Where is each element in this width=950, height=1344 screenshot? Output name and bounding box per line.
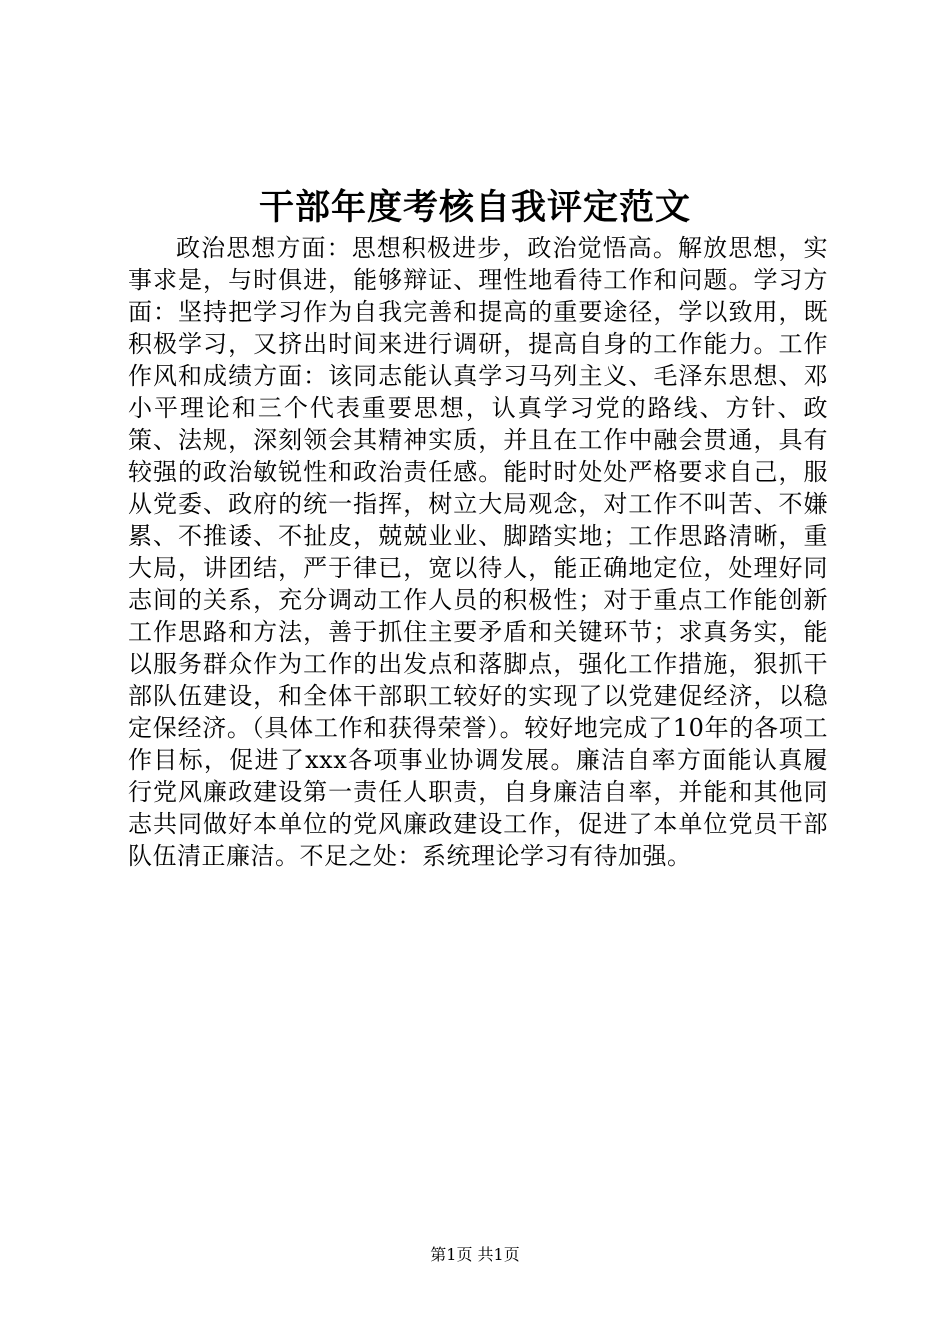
document-title: 干部年度考核自我评定范文	[258, 187, 691, 228]
page-footer: 第1页 共1页	[430, 1245, 520, 1264]
body-paragraph: 政治思想方面：思想积极进步，政治觉悟高。解放思想，实事求是，与时俱进，能够辩证、理性地看待工作和问题。学习方面：坚持把学习作为自我完善和提高的重要途径，学以致用，既积极学习，又挤出时间来进行调研，提高自身的工作能力。工作作风和成绩方面：该同志能认真学习马列主义、毛泽东思想、邓小平理论和三个代表重要思想，认真学习党的路线、方针、政策、法规，深刻领会其精神实质，并且在工作中融会贯通，具有较强的政治敏锐性和政治责任感。能时时处处严格要求自己，服从党委、政府的统一指挥，树立大局观念，对工作不叫苦、不嫌累、不推诿、不扯皮，兢兢业业、脚踏实地；工作思路清晰，重大局，讲团结，严于律已，宽以待人，能正确地定位，处理好同志间的关系，充分调动工作人员的积极性；对于重点工作能创新工作思路和方法，善于抓住主要矛盾和关键环节；求真务实，能以服务群众作为工作的出发点和落脚点，强化工作措施，狠抓干部队伍建设，和全体干部职工较好的实现了以党建促经济，以稳定保经济。（具体工作和获得荣誉）。较好地完成了10年的各项工作目标，促进了xxx各项事业协调发展。廉洁自率方面能认真履行党风廉政建设第一责任人职责，自身廉洁自率，并能和其他同志共同做好本单位的党风廉政建设工作，促进了本单位党员干部队伍清正廉洁。不足之处：系统理论学习有待加强。	[128, 234, 828, 870]
